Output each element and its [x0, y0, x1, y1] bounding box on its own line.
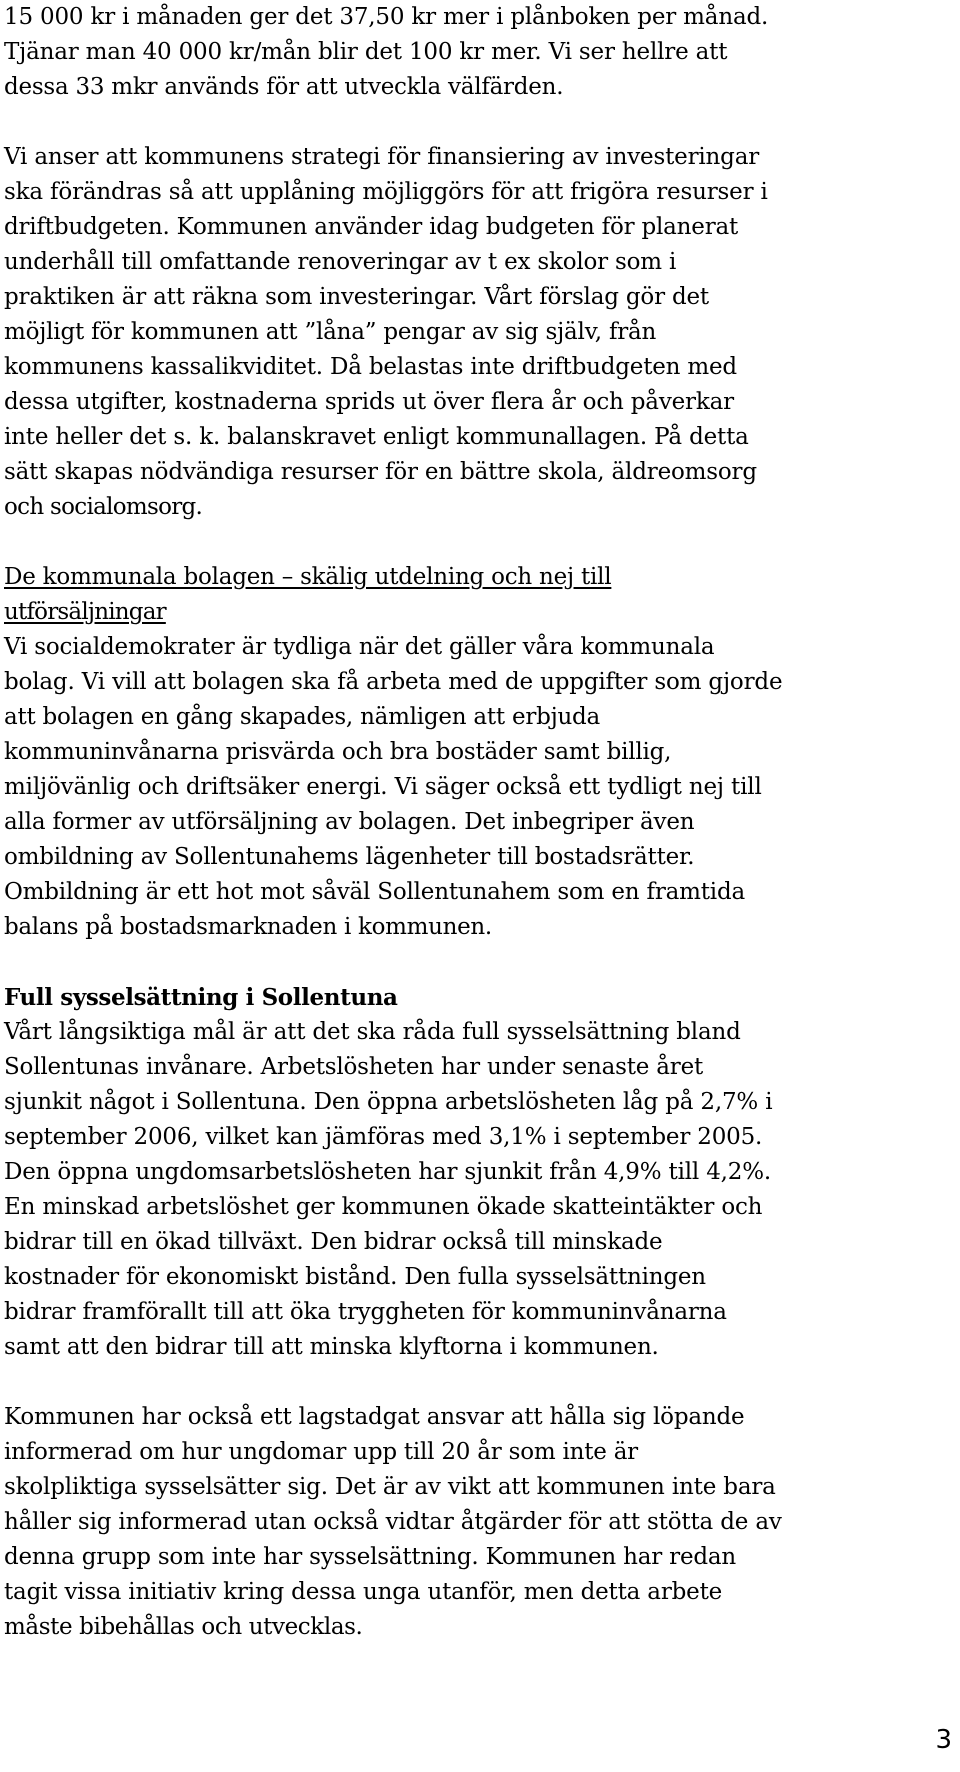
- text-line: balans på bostadsmarknaden i kommunen.: [4, 914, 492, 940]
- paragraph-spacer: [4, 525, 956, 560]
- text-line: Vi anser att kommunens strategi för finansiering av investeringar: [4, 144, 760, 170]
- paragraph-spacer: [4, 945, 956, 980]
- text-line: underhåll till omfattande renoveringar av t ex skolor som i: [4, 249, 677, 275]
- text-line: håller sig informerad utan också vidtar åtgärder för att stötta de av: [4, 1509, 782, 1535]
- text-line: sjunkit något i Sollentuna. Den öppna arbetslösheten låg på 2,7% i: [4, 1089, 773, 1115]
- text-line: denna grupp som inte har sysselsättning. Kommunen har redan: [4, 1544, 737, 1570]
- paragraph-budget-impact: [4, 0, 956, 105]
- text-line: ska förändras så att upplåning möjliggörs för att frigöra resurser i: [4, 179, 768, 205]
- section-heading-municipal-companies: [4, 560, 956, 630]
- text-line: Sollentunas invånare. Arbetslösheten har under senaste året: [4, 1054, 704, 1080]
- text-line: Vårt långsiktiga mål är att det ska råda full sysselsättning bland: [4, 1019, 741, 1045]
- paragraph-investment-strategy: [4, 140, 956, 525]
- text-line: Tjänar man 40 000 kr/mån blir det 100 kr mer. Vi ser hellre att: [4, 39, 728, 65]
- paragraph-municipal-companies: [4, 630, 956, 945]
- section-heading-full-employment: Full sysselsättning i Sollentuna: [4, 984, 398, 1011]
- heading-line: De kommunala bolagen – skälig utdelning och nej till: [4, 564, 612, 590]
- text-line: miljövänlig och driftsäker energi. Vi säger också ett tydligt nej till: [4, 774, 762, 800]
- page-number: 3: [935, 1725, 952, 1755]
- text-line: kostnader för ekonomiskt bistånd. Den fulla sysselsättningen: [4, 1264, 706, 1290]
- paragraph-spacer: [4, 1365, 956, 1400]
- text-line: bidrar framförallt till att öka tryggheten för kommuninvånarna: [4, 1299, 727, 1325]
- text-line: måste bibehållas och utvecklas.: [4, 1614, 363, 1640]
- text-line: sätt skapas nödvändiga resurser för en bättre skola, äldreomsorg: [4, 459, 757, 485]
- text-line: alla former av utförsäljning av bolagen. Det inbegriper även: [4, 809, 695, 835]
- text-line: dessa 33 mkr används för att utveckla välfärden.: [4, 74, 564, 100]
- text-line: informerad om hur ungdomar upp till 20 år som inte är: [4, 1439, 638, 1465]
- text-line: att bolagen en gång skapades, nämligen att erbjuda: [4, 704, 600, 730]
- text-line: En minskad arbetslöshet ger kommunen ökade skatteintäkter och: [4, 1194, 763, 1220]
- text-line: Den öppna ungdomsarbetslösheten har sjunkit från 4,9% till 4,2%.: [4, 1159, 771, 1185]
- text-line: inte heller det s. k. balanskravet enligt kommunallagen. På detta: [4, 424, 749, 450]
- text-line: kommunens kassalikviditet. Då belastas inte driftbudgeten med: [4, 354, 737, 380]
- text-line: möjligt för kommunen att ”låna” pengar av sig själv, från: [4, 319, 657, 345]
- text-line: september 2006, vilket kan jämföras med 3,1% i september 2005.: [4, 1124, 763, 1150]
- text-line: bidrar till en ökad tillväxt. Den bidrar också till minskade: [4, 1229, 663, 1255]
- text-line: kommuninvånarna prisvärda och bra bostäder samt billig,: [4, 739, 672, 765]
- paragraph-youth-employment: [4, 1400, 956, 1645]
- text-line: bolag. Vi vill att bolagen ska få arbeta med de uppgifter som gjorde: [4, 669, 783, 695]
- text-line: driftbudgeten. Kommunen använder idag budgeten för planerat: [4, 214, 739, 240]
- text-line: dessa utgifter, kostnaderna sprids ut över flera år och påverkar: [4, 389, 734, 415]
- text-line: ombildning av Sollentunahems lägenheter till bostadsrätter.: [4, 844, 695, 870]
- paragraph-spacer: [4, 105, 956, 140]
- text-line: tagit vissa initiativ kring dessa unga utanför, men detta arbete: [4, 1579, 723, 1605]
- text-line: samt att den bidrar till att minska klyftorna i kommunen.: [4, 1334, 659, 1360]
- heading-line: utförsäljningar: [4, 599, 166, 625]
- paragraph-full-employment: [4, 1015, 956, 1365]
- text-line: 15 000 kr i månaden ger det 37,50 kr mer i plånboken per månad.: [4, 4, 769, 30]
- text-line: skolpliktiga sysselsätter sig. Det är av vikt att kommunen inte bara: [4, 1474, 776, 1500]
- text-line: Kommunen har också ett lagstadgat ansvar att hålla sig löpande: [4, 1404, 745, 1430]
- text-line: praktiken är att räkna som investeringar. Vårt förslag gör det: [4, 284, 709, 310]
- text-line: och socialomsorg.: [4, 494, 203, 520]
- text-line: Vi socialdemokrater är tydliga när det gäller våra kommunala: [4, 634, 715, 660]
- document-page: [4, 0, 956, 1645]
- text-line: Ombildning är ett hot mot såväl Sollentunahem som en framtida: [4, 879, 745, 905]
